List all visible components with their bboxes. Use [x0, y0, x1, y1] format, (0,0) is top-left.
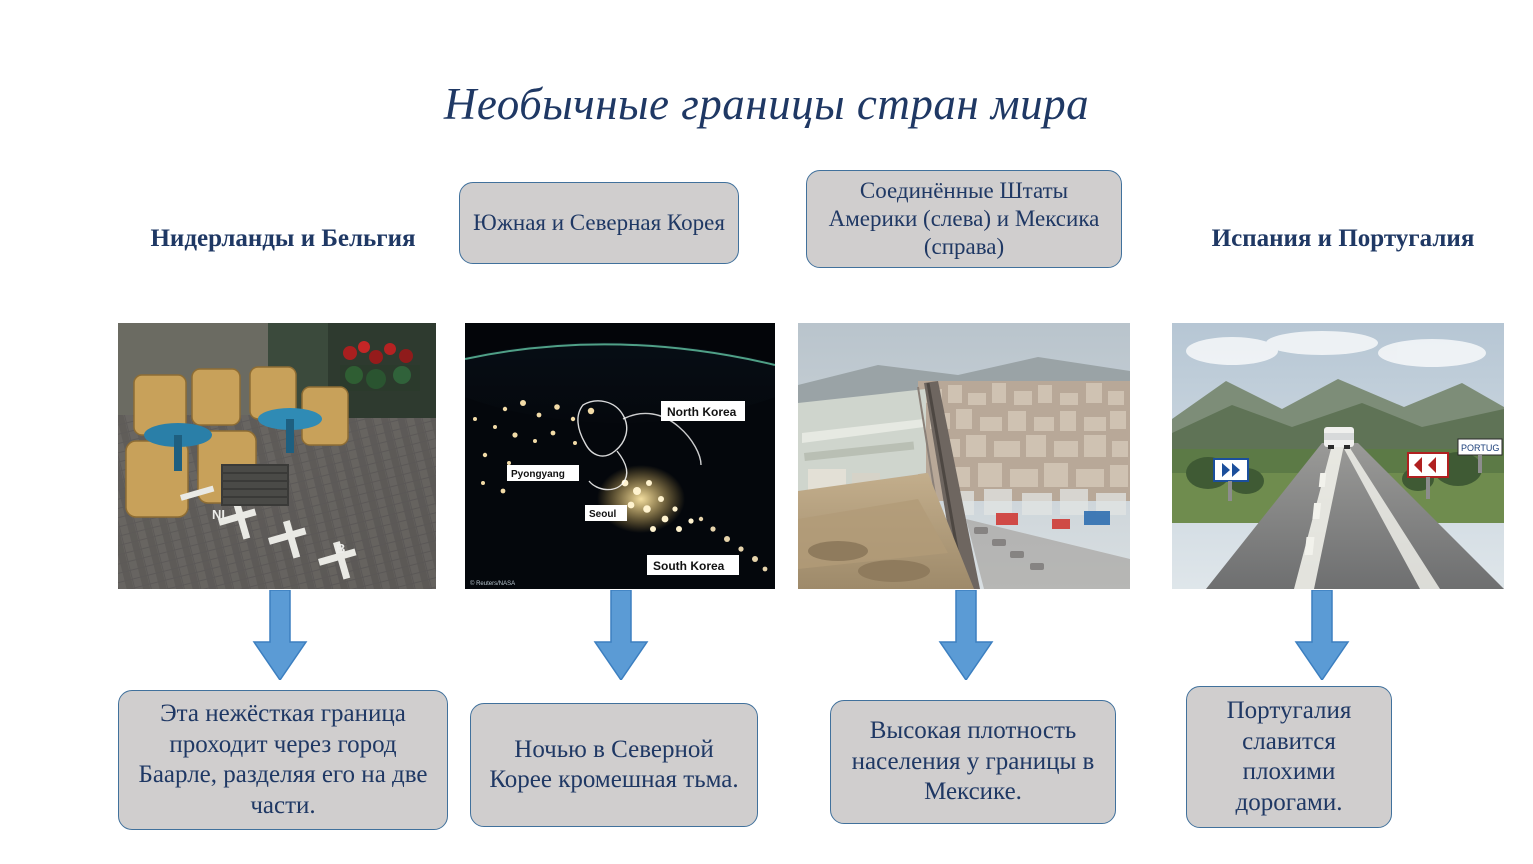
caption-korea: Ночью в Северной Корее кромешная тьма.	[470, 703, 758, 827]
svg-text:B: B	[336, 541, 346, 556]
photo-spain-portugal-road	[1172, 323, 1504, 589]
photo-usa-mexico-border-tijuana	[798, 323, 1130, 589]
page-title: Необычные границы стран мира	[443, 79, 1090, 129]
down-arrow-icon	[252, 590, 308, 680]
column-header-spain-portugal: Испания и Португалия	[1211, 225, 1475, 252]
down-arrow-icon	[1294, 590, 1350, 680]
svg-text:North Korea: North Korea	[667, 405, 737, 419]
column-header-netherlands-belgium: Нидерланды и Бельгия	[150, 225, 416, 252]
photo-cafe-border-baarle	[118, 323, 436, 589]
caption-spain-portugal: Португалия славится плохими дорогами.	[1186, 686, 1392, 828]
column-header-korea: Южная и Северная Корея	[459, 182, 739, 264]
svg-text:Pyongyang: Pyongyang	[511, 469, 565, 480]
caption-usa-mexico: Высокая плотность населения у границы в Мексике.	[830, 700, 1116, 824]
photo-korea-night-satellite	[465, 323, 775, 589]
caption-netherlands-belgium: Эта нежёсткая граница проходит через город Баарле, разделяя его на две части.	[118, 690, 448, 830]
svg-text:PORTUG: PORTUG	[1461, 443, 1500, 453]
down-arrow-icon	[593, 590, 649, 680]
svg-text:NL: NL	[212, 507, 230, 522]
svg-text:Seoul: Seoul	[589, 509, 617, 520]
down-arrow-icon	[938, 590, 994, 680]
column-header-usa-mexico: Соединённые Штаты Америки (слева) и Мексика (справа)	[806, 170, 1122, 268]
svg-text:South Korea: South Korea	[653, 559, 725, 573]
svg-text:© Reuters/NASA: © Reuters/NASA	[470, 581, 516, 587]
